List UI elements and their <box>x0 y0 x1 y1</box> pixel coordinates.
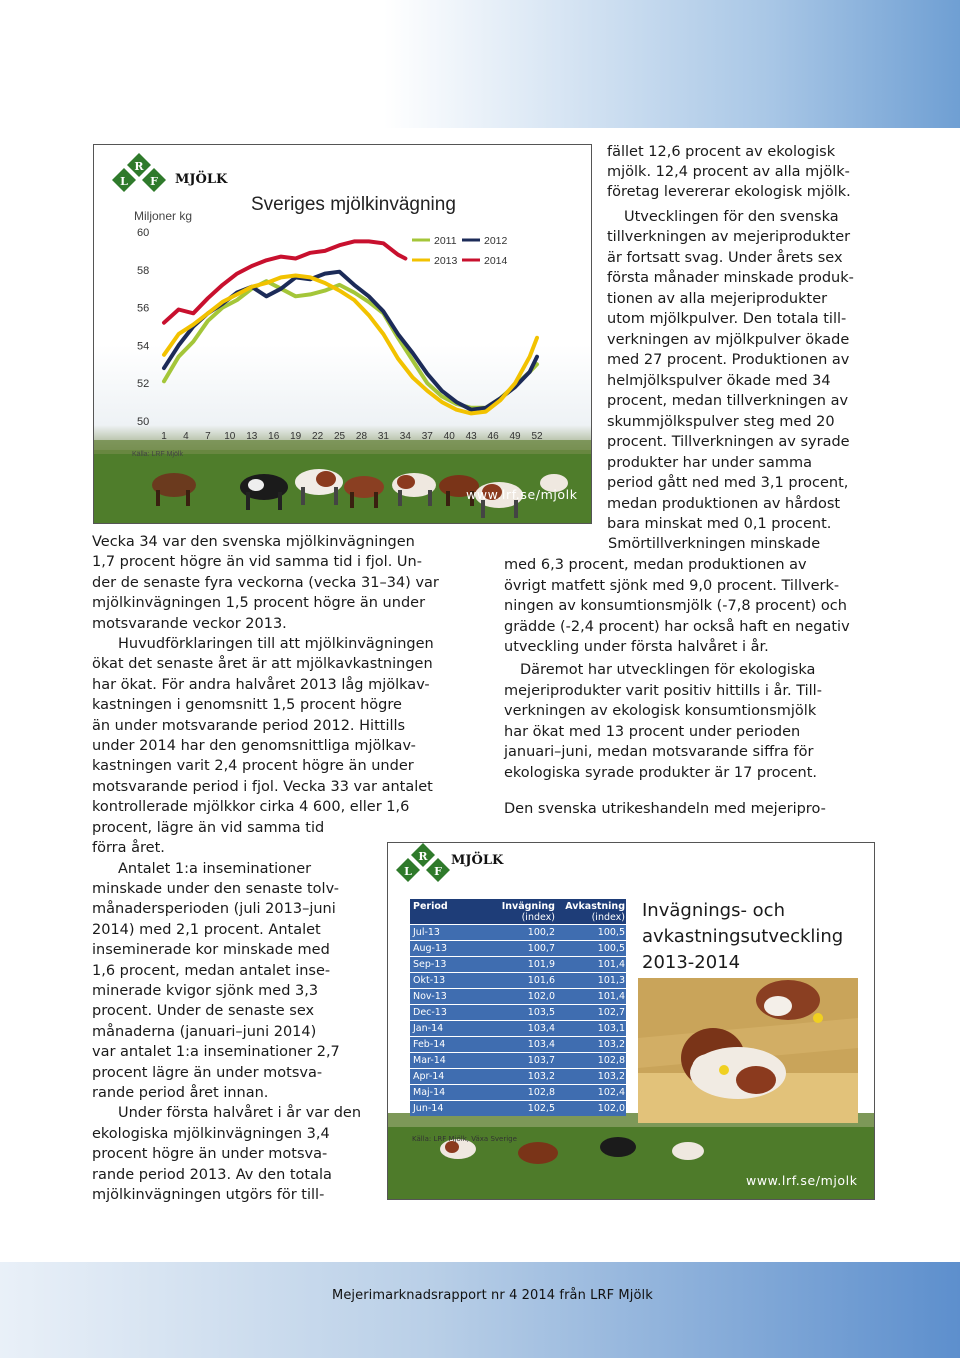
x-tick-label: 40 <box>443 431 455 442</box>
y-tick-label: 52 <box>137 378 150 391</box>
table-title <box>642 898 843 976</box>
table-cell: Nov-13 <box>413 991 447 1002</box>
paragraph-line: ekologiska mjölkinvägningen 3,4 <box>92 1125 330 1142</box>
paragraph-line: verkningen av ekologisk konsumtionsmjölk <box>504 703 817 719</box>
x-tick-label: 25 <box>333 431 346 442</box>
paragraph-line: Däremot har utvecklingen för ekologiska <box>520 662 816 678</box>
x-tick-label: 19 <box>290 431 302 442</box>
paragraph-line: procent högre än under motsva- <box>92 1146 328 1163</box>
paragraph-line: 1,7 procent högre än vid samma tid i fjol. Un- <box>92 554 422 571</box>
intake-yield-table <box>410 899 626 1116</box>
table-cell: Aug-13 <box>413 943 448 954</box>
paragraph-line: var antalet 1:a inseminationer 2,7 <box>92 1044 340 1061</box>
chart-source: Källa: LRF Mjölk <box>132 451 183 458</box>
x-tick-label: 46 <box>487 431 499 442</box>
table-cell: 100,7 <box>527 943 555 954</box>
table-cell: 103,2 <box>597 1039 625 1050</box>
brand-name: MJÖLK <box>451 853 504 868</box>
paragraph-line: verkningen av mjölkpulver ökade <box>607 332 850 348</box>
x-tick-label: 13 <box>246 431 258 442</box>
table-title-line: 2013-2014 <box>642 952 741 973</box>
table-cell: 102,7 <box>597 1007 625 1018</box>
x-tick-label: 43 <box>465 431 477 442</box>
column-header-label: Period <box>413 901 448 912</box>
table-cell: Jun-14 <box>413 1103 444 1114</box>
column-header-unit: (index) <box>591 912 625 923</box>
table-row <box>410 1005 626 1020</box>
table-cell: Jul-13 <box>413 927 440 938</box>
table-source-url: www.lrf.se/mjolk <box>746 1173 858 1188</box>
x-tick-label: 52 <box>531 431 543 442</box>
paragraph-line: kontrollerade mjölkkor cirka 4 600, eller 1,6 <box>92 799 410 816</box>
table-cell: 102,0 <box>597 1103 625 1114</box>
paragraph-line: utveckling under första halvåret i år. <box>504 639 769 655</box>
table-source: Källa: LRF Mjölk, Växa Sverige <box>412 1135 517 1143</box>
table-row <box>410 973 626 988</box>
table-cell: 101,9 <box>527 959 555 970</box>
paragraph-line: förra året. <box>92 840 165 857</box>
column-header-label: Invägning <box>501 901 555 912</box>
table-cell: Mar-14 <box>413 1055 446 1066</box>
paragraph-line: har ökat med 13 procent under perioden <box>504 724 801 740</box>
header-gradient-band <box>0 0 960 128</box>
table-row <box>410 1053 626 1068</box>
paragraph-line: procent, medan tillverkningen av <box>607 393 849 409</box>
paragraph-line: kastningen i genomsnitt 1,5 procent högre <box>92 697 402 714</box>
table-cell: 101,3 <box>597 975 625 986</box>
paragraph-line: företag levererar ekologisk mjölk. <box>607 184 851 200</box>
svg-text:L: L <box>120 175 128 188</box>
paragraph-line: mjölkinvägningen 1,5 procent högre än under <box>92 595 426 612</box>
table-cell: 102,4 <box>597 1087 625 1098</box>
paragraph-line: ningen av konsumtionsmjölk (-7,8 procent) och <box>504 598 847 614</box>
paragraph-line: 1,6 procent, medan antalet inse- <box>92 962 331 979</box>
table-cell: 100,5 <box>597 927 625 938</box>
paragraph-line: Den svenska utrikeshandeln med mejeripro- <box>504 801 826 817</box>
table-cell: 101,4 <box>597 991 625 1002</box>
paragraph-line: med 27 procent. Produktionen av <box>607 352 850 368</box>
x-tick-label: 10 <box>224 431 236 442</box>
paragraph-line: Under första halvåret i år var den <box>118 1105 362 1122</box>
paragraph-line: under 2014 har den genomsnittliga mjölkav- <box>92 738 416 755</box>
table-cell: 102,8 <box>597 1055 625 1066</box>
footer-text: Mejerimarknadsrapport nr 4 2014 från LRF Mjölk <box>332 1288 653 1303</box>
paragraph-line: är fortsatt svag. Under årets sex <box>607 250 843 266</box>
table-cell: 100,5 <box>597 943 625 954</box>
x-tick-label: 1 <box>161 431 167 442</box>
paragraph-line: minerade kvigor sjönk med 3,3 <box>92 982 319 999</box>
brand-name: MJÖLK <box>175 172 228 187</box>
legend-label: 2013 <box>434 255 458 267</box>
paragraph-line: månaderna (januari–juni 2014) <box>92 1023 317 1040</box>
paragraph-line: mejeriprodukter varit positiv hittills i år. Till- <box>504 683 822 699</box>
paragraph-line: Huvudförklaringen till att mjölkinvägningen <box>118 636 434 653</box>
table-row <box>410 1037 626 1052</box>
milk-intake-chart <box>94 145 591 465</box>
paragraph-line: Vecka 34 var den svenska mjölkinvägningen <box>92 534 415 550</box>
table-box <box>387 842 875 1200</box>
column-header <box>555 901 625 923</box>
y-tick-label: 60 <box>137 227 150 239</box>
table-row <box>410 1021 626 1036</box>
table-row <box>410 925 626 940</box>
x-tick-label: 37 <box>421 431 433 442</box>
y-tick-label: 56 <box>137 302 150 315</box>
table-cell: Apr-14 <box>413 1071 445 1082</box>
paragraph-line: har ökat. För andra halvåret 2013 låg mjölkav- <box>92 676 430 693</box>
table-cell: Dec-13 <box>413 1007 447 1018</box>
paragraph-line: Smörtillverkningen minskade <box>608 536 821 552</box>
paragraph-line: fället 12,6 procent av ekologisk <box>607 144 836 160</box>
table-row <box>410 941 626 956</box>
paragraph-line: än under motsvarande period 2012. Hittills <box>92 717 406 734</box>
paragraph-line: kastningen varit 2,4 procent högre än under <box>92 758 414 775</box>
table-cell: 103,2 <box>527 1071 555 1082</box>
calves-photo <box>638 978 858 1123</box>
table-cell: 103,1 <box>597 1023 625 1034</box>
table-cell: Sep-13 <box>413 959 447 970</box>
chart-title: Sveriges mjölkinvägning <box>251 194 456 215</box>
x-tick-label: 28 <box>355 431 368 442</box>
y-axis-label: Miljoner kg <box>134 209 193 223</box>
chart-box <box>93 144 592 524</box>
legend-label: 2012 <box>484 235 508 247</box>
table-row <box>410 989 626 1004</box>
paragraph-line: procent lägre än under motsva- <box>92 1064 323 1081</box>
paragraph-line: månadersperioden (juli 2013–juni <box>92 901 336 918</box>
table-row <box>410 1069 626 1084</box>
table-cell: Feb-14 <box>413 1039 446 1050</box>
table-cell: Jan-14 <box>413 1023 444 1034</box>
svg-text:F: F <box>434 865 442 878</box>
paragraph-line: rande period 2013. Av den totala <box>92 1166 332 1183</box>
table-cell: 100,2 <box>527 927 555 938</box>
paragraph-line: Antalet 1:a inseminationer <box>118 860 312 877</box>
paragraph-line: Utvecklingen för den svenska <box>624 209 839 225</box>
table-cell: 103,4 <box>527 1039 555 1050</box>
paragraph-line: januari–juni, medan motsvarande siffra för <box>504 744 814 760</box>
paragraph-line: inseminerade kor minskade med <box>92 942 330 959</box>
legend-label: 2014 <box>484 255 508 267</box>
paragraph-line: grädde (-2,4 procent) har också haft en negativ <box>504 619 850 635</box>
x-tick-label: 22 <box>312 431 324 442</box>
x-tick-label: 16 <box>268 431 280 442</box>
paragraph-line: första månader minskade produk- <box>607 270 854 286</box>
column-header <box>485 901 555 923</box>
paragraph-line: motsvarande period i fjol. Vecka 33 var antalet <box>92 778 433 795</box>
table-cell: 102,5 <box>527 1103 555 1114</box>
paragraph-line: bara minskat med 0,1 procent. <box>607 516 832 532</box>
paragraph-line: helmjölkspulver ökade med 34 <box>607 373 831 389</box>
table-header <box>410 899 626 924</box>
paragraph-line: tillverkningen av mejeriprodukter <box>607 229 851 245</box>
paragraph-line: minskade under den senaste tolv- <box>92 880 339 897</box>
column-header <box>413 901 485 923</box>
paragraph-line: ekologiska syrade produkter är 17 procent. <box>504 765 818 781</box>
table-cell: 102,0 <box>527 991 555 1002</box>
table-cell: 103,7 <box>527 1055 555 1066</box>
x-tick-label: 7 <box>205 431 211 442</box>
legend-label: 2011 <box>434 235 457 247</box>
table-row <box>410 1101 626 1116</box>
table-title-line: avkastningsutveckling <box>642 926 844 947</box>
table-cell: 103,4 <box>527 1023 555 1034</box>
svg-text:F: F <box>150 175 158 188</box>
paragraph-line: mjölk. 12,4 procent av alla mjölk- <box>607 164 850 180</box>
table-cell: Maj-14 <box>413 1087 446 1098</box>
paragraph-line: medan produktionen av hårdost <box>607 496 841 512</box>
column-header-unit <box>413 912 485 923</box>
chart-source-url: www.lrf.se/mjolk <box>466 487 578 502</box>
lrf-logo <box>394 842 452 889</box>
series-line-2013 <box>164 276 537 414</box>
paragraph-line: utom mjölkpulver. Den totala till- <box>607 311 847 327</box>
paragraph-line: tionen av alla mejeriprodukter <box>607 291 828 307</box>
x-tick-label: 4 <box>183 431 189 442</box>
table-cell: Okt-13 <box>413 975 446 986</box>
series-line-2014 <box>164 241 405 322</box>
paragraph-line: motsvarande veckor 2013. <box>92 615 287 632</box>
x-tick-label: 49 <box>509 431 521 442</box>
x-tick-label: 34 <box>399 431 411 442</box>
table-cell: 103,2 <box>597 1071 625 1082</box>
table-cell: 101,4 <box>597 959 625 970</box>
footer-gradient-band <box>0 1262 960 1358</box>
svg-text:R: R <box>418 850 428 863</box>
y-tick-label: 58 <box>137 264 150 277</box>
paragraph-line: övrigt matfett sjönk med 9,0 procent. Tillverk- <box>504 578 840 594</box>
paragraph-line: der de senaste fyra veckorna (vecka 31–34) var <box>92 574 439 591</box>
column-header-label: Avkastning <box>565 901 625 912</box>
table-title-line: Invägnings- och <box>642 900 785 921</box>
y-tick-label: 50 <box>137 416 150 428</box>
paragraph-line: med 6,3 procent, medan produktionen av <box>504 557 807 573</box>
y-tick-label: 54 <box>137 340 150 353</box>
paragraph-line: rande period året innan. <box>92 1084 269 1101</box>
table-cell: 102,8 <box>527 1087 555 1098</box>
paragraph-line: period gått ned med 3,1 procent, <box>607 475 849 491</box>
svg-text:L: L <box>404 865 412 878</box>
column-header-unit: (index) <box>521 912 555 923</box>
paragraph-line: skummjölkspulver steg med 20 <box>607 414 835 430</box>
series-line-2011 <box>164 281 537 408</box>
paragraph-line: produkter har under samma <box>607 455 812 471</box>
svg-text:R: R <box>134 160 144 173</box>
table-row <box>410 1085 626 1100</box>
paragraph-line: procent. Under de senaste sex <box>92 1003 315 1020</box>
table-cell: 101,6 <box>527 975 555 986</box>
paragraph-line: 2014) med 2,1 procent. Antalet <box>92 921 321 938</box>
paragraph-line: procent. Tillverkningen av syrade <box>607 434 850 450</box>
paragraph-line: procent, lägre än vid samma tid <box>92 819 325 836</box>
table-cell: 103,5 <box>527 1007 555 1018</box>
paragraph-line: ökat det senaste året är att mjölkavkastningen <box>92 656 433 673</box>
paragraph-line: mjölkinvägningen utgörs för till- <box>92 1187 325 1203</box>
table-row <box>410 957 626 972</box>
x-tick-label: 31 <box>377 431 389 442</box>
